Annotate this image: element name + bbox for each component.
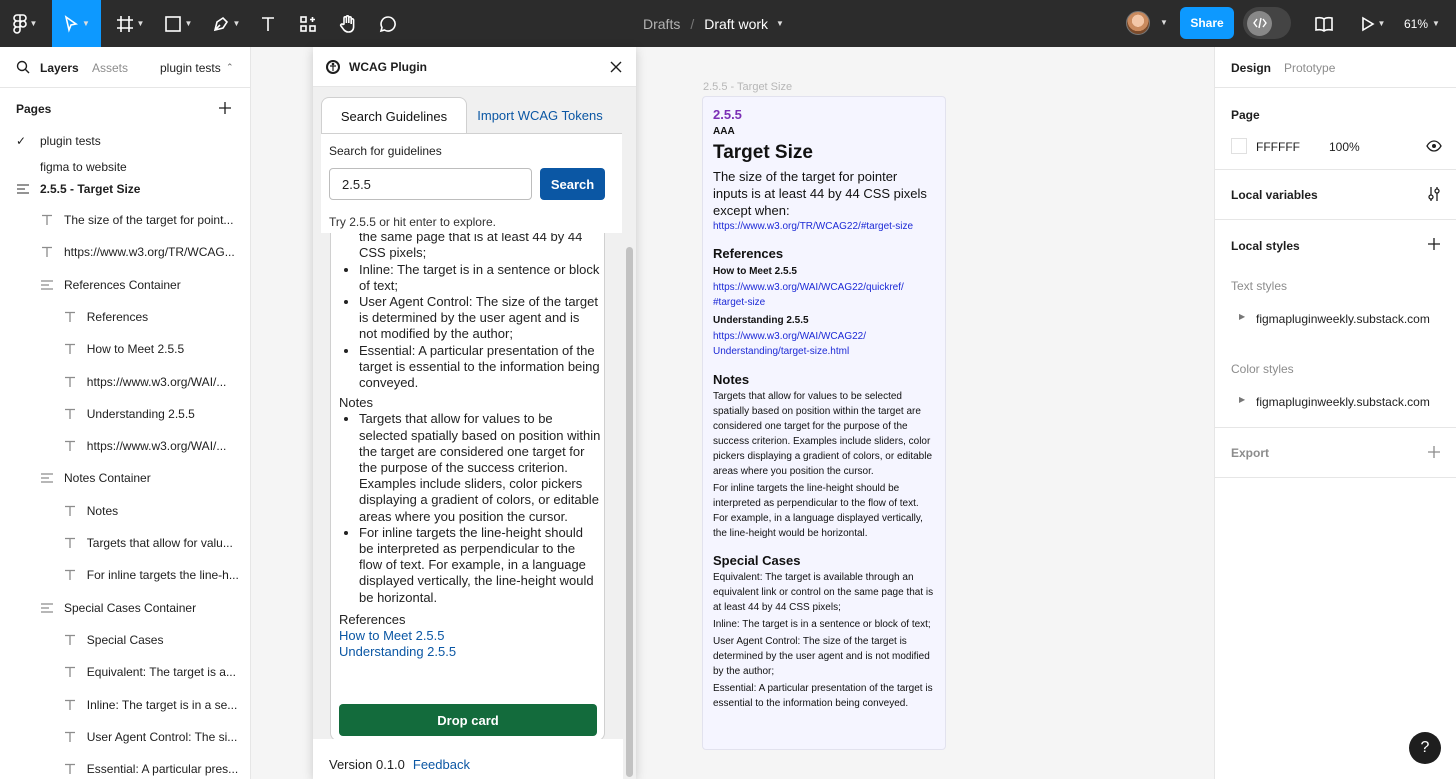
card-special-case: Essential: A particular presentation of the target is essential to the information being conveyed. xyxy=(713,683,933,709)
pen-icon xyxy=(212,15,230,33)
card-level: AAA xyxy=(713,126,735,137)
layer-label: https://www.w3.org/WAI/... xyxy=(86,374,227,389)
chevron-down-icon: ▼ xyxy=(82,19,90,28)
pen-tool-button[interactable] xyxy=(206,0,246,47)
layer-label: The size of the target for point... xyxy=(64,213,234,227)
text-layer-icon xyxy=(64,440,77,452)
card-title: Target Size xyxy=(713,142,813,163)
page-item-label: figma to website xyxy=(40,160,127,174)
close-icon[interactable] xyxy=(610,61,622,73)
card-how-to-meet-link-cont[interactable]: #target-size xyxy=(713,297,766,308)
hand-icon xyxy=(339,14,357,34)
layers-panel xyxy=(0,47,251,779)
avatar[interactable] xyxy=(1126,11,1150,35)
breadcrumb-drafts[interactable]: Drafts xyxy=(643,15,681,32)
local-variables-heading[interactable]: Local variables xyxy=(1231,188,1318,202)
text-layer-icon xyxy=(64,537,77,549)
local-variables-section xyxy=(1215,170,1456,220)
rectangle-icon xyxy=(164,15,182,33)
layer-label: 2.5.5 - Target Size xyxy=(40,182,141,196)
frame-tool-button[interactable] xyxy=(110,0,150,47)
text-layer-icon xyxy=(64,376,77,388)
text-style-group[interactable]: figmapluginweekly.substack.com xyxy=(1256,312,1430,326)
add-style-icon[interactable] xyxy=(1427,237,1441,251)
text-layer-icon xyxy=(40,246,54,258)
page-item-plugin-tests[interactable] xyxy=(0,126,251,156)
card-understanding-link-cont[interactable]: Understanding/target-size.html xyxy=(713,346,850,357)
page-opacity-value[interactable]: 100% xyxy=(1329,140,1360,154)
understanding-link[interactable]: Understanding 2.5.5 xyxy=(339,644,457,660)
plugin-body xyxy=(313,87,636,739)
layer-label: Notes Container xyxy=(64,471,151,486)
frame-hash-icon xyxy=(116,15,134,33)
export-heading[interactable]: Export xyxy=(1231,446,1270,460)
card-how-to-meet: How to Meet 2.5.5 xyxy=(713,266,797,277)
text-tool-button[interactable] xyxy=(254,0,282,47)
resources-button[interactable] xyxy=(294,0,322,47)
card-special-case: Inline: The target is in a sentence or block of text; xyxy=(713,619,931,630)
text-layer-icon xyxy=(64,731,77,743)
text-layer-icon xyxy=(64,408,77,420)
plugin-header xyxy=(313,47,636,87)
text-layer-icon xyxy=(64,666,77,678)
chevron-down-icon: ▼ xyxy=(1377,19,1386,28)
tab-assets[interactable]: Assets xyxy=(92,61,129,75)
plugin-footer xyxy=(313,750,623,779)
layer-label: For inline targets the line-h... xyxy=(86,568,239,583)
layer-label: Equivalent: The target is a... xyxy=(86,665,236,680)
zoom-menu[interactable] xyxy=(1404,0,1440,47)
text-t-icon xyxy=(260,15,276,33)
pages-heading: Pages xyxy=(16,102,52,116)
layer-text[interactable] xyxy=(0,495,251,527)
search-label: Search for guidelines xyxy=(329,144,442,158)
figma-logo-icon xyxy=(13,14,27,34)
layer-label: Special Cases xyxy=(86,632,164,647)
card-special-case: User Agent Control: The size of the target is determined by the user agent and is not modified by the author; xyxy=(713,636,930,677)
layer-label: https://www.w3.org/TR/WCAG... xyxy=(64,245,235,260)
layer-text[interactable] xyxy=(0,689,251,721)
chevron-down-icon: ▼ xyxy=(29,19,38,28)
frame-title-label[interactable]: 2.5.5 - Target Size xyxy=(703,81,793,93)
layer-label: How to Meet 2.5.5 xyxy=(86,342,185,357)
share-button[interactable]: Share xyxy=(1180,7,1234,39)
text-layer-icon xyxy=(64,311,77,323)
code-brackets-icon xyxy=(1247,11,1272,36)
layer-label: Inline: The target is in a se... xyxy=(86,697,238,712)
list-item: • Essential: A particular presentation of the target is essential to the information being conveyed. xyxy=(359,343,601,392)
search-input[interactable] xyxy=(329,168,532,200)
card-note: Targets that allow for values to be selected spatially based on position within the target are considered one target for the purpose of the success criterion. Examples include sliders, color pickers displaying a gradient of colors, or editable areas where you position the cursor. xyxy=(713,391,933,477)
drop-card-button[interactable]: Drop card xyxy=(339,704,597,736)
breadcrumb xyxy=(643,0,784,47)
card-understanding-link[interactable]: https://www.w3.org/WAI/WCAG22/ xyxy=(713,331,867,342)
auto-layout-icon xyxy=(40,603,54,613)
layer-text[interactable] xyxy=(0,721,251,753)
help-button[interactable]: ? xyxy=(1409,732,1441,764)
card-number: 2.5.5 xyxy=(713,107,742,122)
plugin-window xyxy=(313,47,636,779)
move-tool-button[interactable] xyxy=(52,0,101,47)
chevron-up-icon[interactable]: ⌃ xyxy=(226,62,234,72)
layer-frame-target-size[interactable] xyxy=(0,174,251,204)
tab-design[interactable]: Design xyxy=(1231,61,1272,75)
chevron-down-icon: ▼ xyxy=(1432,19,1440,28)
tab-prototype[interactable]: Prototype xyxy=(1284,61,1336,75)
card-description: The size of the target for pointer inputs is at least 44 by 44 CSS pixels except when: xyxy=(713,169,927,218)
layer-text[interactable] xyxy=(0,430,251,462)
book-icon xyxy=(1314,16,1334,32)
layer-label: Essential: A particular pres... xyxy=(86,762,239,777)
play-icon xyxy=(1359,16,1375,32)
card-notes-heading: Notes xyxy=(713,372,750,387)
text-layer-icon xyxy=(64,763,77,775)
chevron-right-icon[interactable]: ▶ xyxy=(1239,312,1246,321)
auto-layout-icon xyxy=(40,280,54,290)
add-page-icon[interactable] xyxy=(218,101,232,115)
scrollbar-thumb[interactable] xyxy=(626,247,633,777)
layer-label: Understanding 2.5.5 xyxy=(86,406,195,421)
search-icon[interactable] xyxy=(16,60,30,74)
search-pane xyxy=(321,133,622,233)
card-url-link[interactable]: https://www.w3.org/TR/WCAG22/#target-size xyxy=(713,221,914,232)
card-how-to-meet-link[interactable]: https://www.w3.org/WAI/WCAG22/quickref/ xyxy=(713,282,904,293)
auto-layout-icon xyxy=(40,473,54,483)
zoom-level: 61% xyxy=(1404,16,1429,31)
result-content xyxy=(339,233,601,660)
present-button[interactable] xyxy=(1352,0,1392,47)
file-title[interactable]: Draft work xyxy=(704,15,769,32)
guideline-result xyxy=(330,233,605,739)
layer-label: References xyxy=(86,309,149,324)
chevron-down-icon[interactable]: ▼ xyxy=(1160,18,1168,27)
plugin-scrollbar[interactable] xyxy=(623,87,636,779)
layer-label: References Container xyxy=(64,277,181,292)
page-color-value[interactable]: FFFFFF xyxy=(1256,140,1300,154)
version-label: Version 0.1.0 xyxy=(329,757,405,772)
tab-import-wcag-tokens[interactable]: Import WCAG Tokens xyxy=(477,108,603,123)
search-hint: Try 2.5.5 or hit enter to explore. xyxy=(329,215,496,229)
plugin-title: WCAG Plugin xyxy=(349,59,427,74)
list-item: • For inline targets the line-height should be interpreted as perpendicular to the flow of text. For example, in a language displayed vertically, the line-height would be horizontal. xyxy=(359,525,601,606)
search-button[interactable]: Search xyxy=(540,168,605,200)
page-item-label: plugin tests xyxy=(40,134,101,148)
text-layer-icon xyxy=(64,505,77,517)
chevron-down-icon: ▼ xyxy=(232,19,241,28)
page-selector[interactable]: plugin tests xyxy=(160,61,221,75)
notes-list xyxy=(339,411,601,605)
comment-bubble-icon xyxy=(379,15,397,33)
components-grid-icon xyxy=(299,15,317,33)
plugin-tabs xyxy=(313,87,623,133)
page-section xyxy=(1215,88,1456,170)
text-layer-icon xyxy=(40,214,54,226)
layer-text[interactable] xyxy=(0,624,251,656)
toolbar xyxy=(0,0,1456,47)
list-item: • Inline: The target is in a sentence or block of text; xyxy=(359,262,601,294)
card-note: For inline targets the line-height should be interpreted as perpendicular to the flow of text. For example, in a language displayed vertically, the line-height would be horizontal. xyxy=(713,483,923,539)
card-special-heading: Special Cases xyxy=(713,553,801,568)
layer-label: https://www.w3.org/WAI/... xyxy=(86,439,227,454)
layer-text[interactable] xyxy=(0,753,251,779)
text-layer-icon xyxy=(64,634,77,646)
comment-tool-button[interactable] xyxy=(374,0,402,47)
how-to-meet-link[interactable]: How to Meet 2.5.5 xyxy=(339,628,445,644)
color-style-group[interactable]: figmapluginweekly.substack.com xyxy=(1256,395,1430,409)
eye-icon[interactable] xyxy=(1426,140,1442,152)
list-item: • User Agent Control: The size of the target is determined by the user agent and is not modified by the author; xyxy=(359,294,601,343)
hand-tool-button[interactable] xyxy=(334,0,362,47)
special-cases-list xyxy=(339,233,601,391)
dev-mode-toggle[interactable] xyxy=(1243,7,1291,39)
layer-text[interactable] xyxy=(0,204,251,236)
layer-label: Notes xyxy=(86,503,119,518)
layer-frame[interactable] xyxy=(0,269,251,301)
notes-heading: Notes xyxy=(339,395,373,411)
local-styles-heading: Local styles xyxy=(1231,239,1300,253)
layer-frame[interactable] xyxy=(0,592,251,624)
export-section xyxy=(1215,428,1456,478)
add-export-icon[interactable] xyxy=(1427,445,1441,459)
text-styles-heading: Text styles xyxy=(1231,279,1288,293)
local-styles-section xyxy=(1215,220,1456,428)
shape-tool-button[interactable] xyxy=(158,0,198,47)
text-layer-icon xyxy=(64,699,77,711)
layer-text[interactable] xyxy=(0,301,251,333)
layer-frame[interactable] xyxy=(0,462,251,494)
chevron-down-icon[interactable]: ▼ xyxy=(776,19,784,28)
references-heading: References xyxy=(339,611,406,627)
feedback-link[interactable]: Feedback xyxy=(412,757,470,772)
page-color-swatch[interactable] xyxy=(1231,138,1247,154)
chevron-down-icon: ▼ xyxy=(136,19,145,28)
properties-panel xyxy=(1214,47,1456,779)
layer-text[interactable] xyxy=(0,559,251,591)
card-special-case: Equivalent: The target is available through an equivalent link or control on the same page that is at least 44 by 44 CSS pixels; xyxy=(713,572,934,613)
layer-label: Targets that allow for valu... xyxy=(86,536,233,550)
layer-text[interactable] xyxy=(0,333,251,365)
checkmark-icon: ✓ xyxy=(16,134,27,148)
chevron-down-icon: ▼ xyxy=(184,19,193,28)
page-heading: Page xyxy=(1231,108,1260,122)
layer-label: User Agent Control: The si... xyxy=(86,729,238,744)
layer-text[interactable] xyxy=(0,366,251,398)
plugin-logo-icon xyxy=(325,59,341,75)
text-layer-icon xyxy=(64,569,77,581)
page-item-figma-to-website[interactable] xyxy=(0,160,251,174)
text-layer-icon xyxy=(64,343,77,355)
layer-text[interactable] xyxy=(0,398,251,430)
layer-text[interactable] xyxy=(0,527,251,559)
tab-search-guidelines[interactable]: Search Guidelines xyxy=(321,97,467,134)
layer-label: Special Cases Container xyxy=(64,600,197,615)
cursor-arrow-icon xyxy=(63,15,79,33)
chevron-right-icon[interactable]: ▶ xyxy=(1239,395,1246,404)
auto-layout-icon xyxy=(16,184,30,194)
card-references-heading: References xyxy=(713,246,784,261)
sliders-icon[interactable] xyxy=(1427,186,1441,202)
right-panel-tabs xyxy=(1215,47,1456,88)
main-menu-button[interactable] xyxy=(6,0,44,47)
left-panel-tabs xyxy=(0,47,250,88)
breadcrumb-separator: / xyxy=(690,15,695,32)
list-item: • Targets that allow for values to be selected spatially based on position within the target are considered one target for the purpose of the success criterion. Examples include sliders, color pickers displaying a gradient of colors, or editable areas where you position the cursor. xyxy=(359,411,601,524)
card-understanding: Understanding 2.5.5 xyxy=(713,315,809,326)
library-book-button[interactable] xyxy=(1310,0,1338,47)
tab-layers[interactable]: Layers xyxy=(40,61,79,75)
layer-text[interactable] xyxy=(0,236,251,268)
color-styles-heading: Color styles xyxy=(1231,362,1294,376)
layer-text[interactable] xyxy=(0,656,251,688)
list-item: • the same page that is at least 44 by 44 CSS pixels; xyxy=(359,233,601,262)
guideline-card[interactable] xyxy=(702,96,946,750)
